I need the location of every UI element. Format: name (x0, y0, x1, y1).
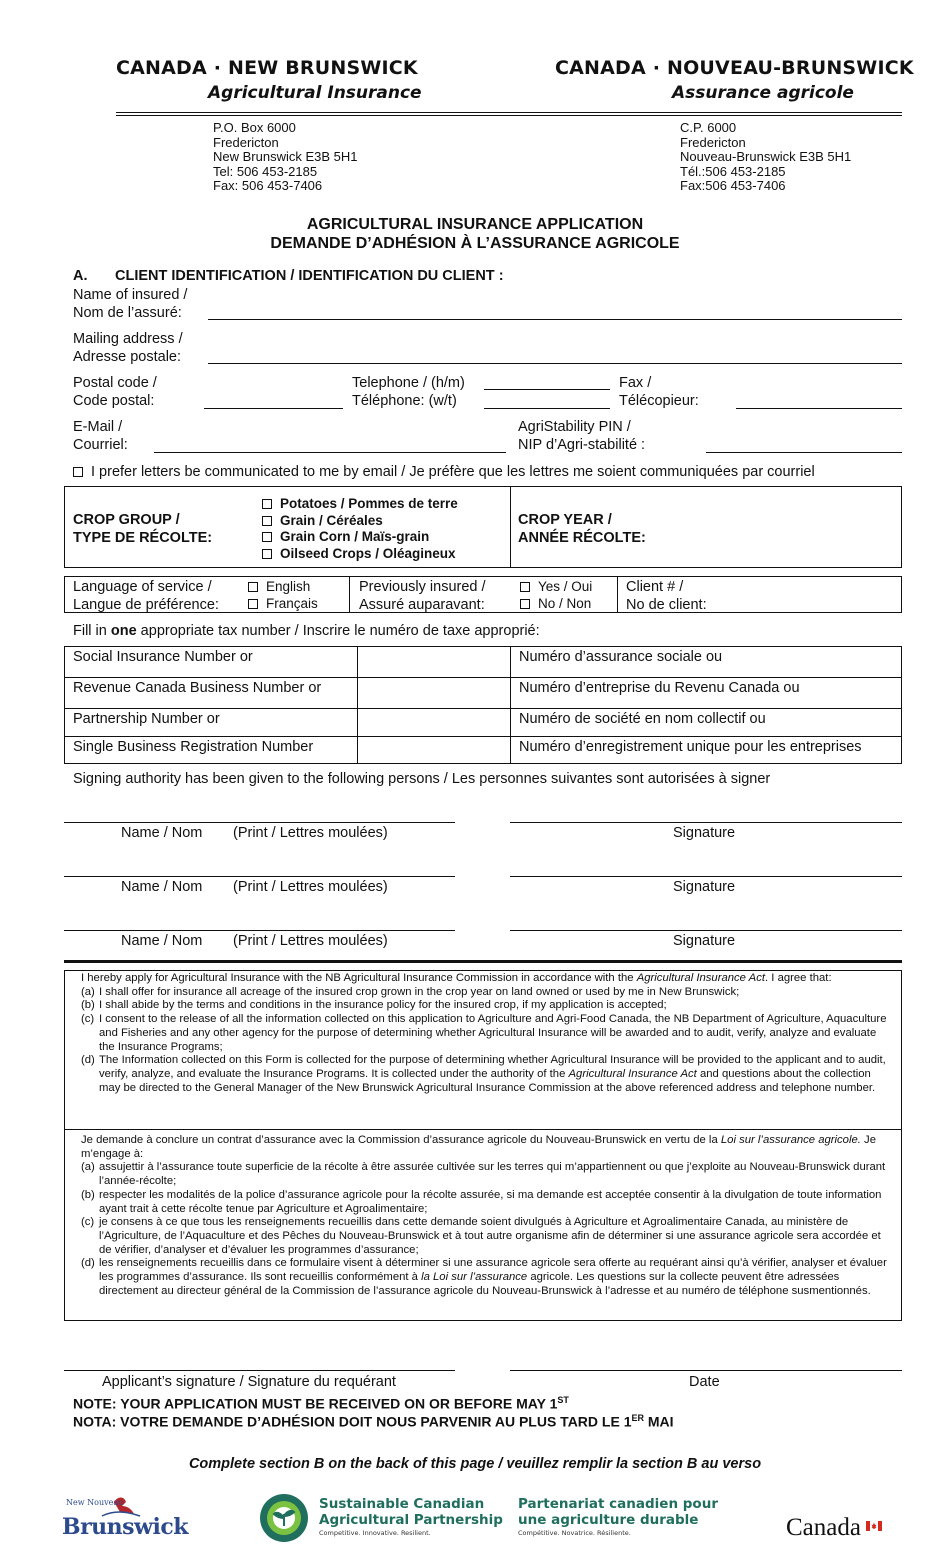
service-divider-1 (349, 576, 350, 613)
canada-wordmark: Canada (786, 1514, 861, 1541)
email-preference[interactable] (73, 463, 815, 481)
label-line: E-Mail / (73, 419, 123, 435)
right-address (680, 121, 851, 194)
language-option-french[interactable] (248, 596, 318, 613)
option-label: English (266, 579, 311, 594)
option-en: Grain (280, 512, 316, 528)
signer-1-signature-line[interactable] (510, 822, 902, 823)
tax-input-cell[interactable] (358, 678, 511, 709)
language-label (73, 578, 219, 614)
address-line: C.P. 6000 (680, 120, 737, 135)
postal-code-label (73, 374, 157, 410)
label-line: Assuré auparavant: (359, 597, 485, 613)
header-right-subtitle: Assurance agricole (672, 83, 854, 103)
crop-group-label (73, 511, 212, 547)
signing-authority-intro: Signing authority has been given to the following persons / Les personnes suivantes sont autorisées à signer (73, 771, 771, 787)
tax-row-fr: Numéro d’enregistrement unique pour les entreprises (511, 737, 902, 764)
scap-fr-text (518, 1496, 718, 1538)
option-label: Français (266, 595, 318, 611)
tax-intro-bold: one (110, 623, 137, 639)
signer-1-name-label: Name / Nom (121, 825, 203, 841)
label-line: No de client: (626, 597, 707, 613)
legal-fr-item-a: (a) assujettir à l’assurance toute superficie de la récolte à être assurée cultivée sur les terres qui m’appartiennent ou que j’exploite au Nouveau-Brunswick durant l’année-récolte; (81, 1161, 886, 1188)
tax-row-en: Social Insurance Number or (65, 647, 358, 678)
mailing-address-label (73, 330, 183, 366)
legal-en (81, 972, 893, 1095)
label-line: Telephone / (h/m) (352, 375, 465, 391)
canada-flag-icon (866, 1518, 882, 1528)
table-row (65, 647, 902, 678)
checkbox-icon[interactable] (520, 582, 530, 592)
nb-logo-main-text: Brunswick (62, 1514, 188, 1540)
legal-fr-intro: Je demande à conclure un contrat d’assurance avec la Commission d’assurance agricole du Nouveau-Brunswick en vertu de la Loi sur l’assurance agricole. Je m’engage à: (81, 1134, 876, 1160)
applicant-signature-line[interactable] (64, 1370, 455, 1371)
label-line: Postal code / (73, 375, 157, 391)
legal-en-item-c: (c) I consent to the release of all the information collected on this application to Agriculture and Agri-Food Canada, the NB Department of Agriculture, Aquaculture and Fisheries and any other agency for the purpose of determining whether Agricultural Insurance will be awarded and to audit, verify, analyze and evaluate the Insurance Programs; (81, 1013, 887, 1053)
legal-en-item-a: (a) I shall offer for insurance all acreage of the insured crop grown in the crop year on land owned or used by me in New Brunswick; (81, 985, 740, 998)
deadline-note-fr: NOTA: VOTRE DEMANDE D’ADHÉSION DOIT NOUS PARVENIR AU PLUS TARD LE 1ER MAI (73, 1413, 674, 1430)
option-fr: / Céréales (315, 512, 383, 528)
address-line: Fredericton (680, 134, 746, 150)
signer-1-signature-label: Signature (673, 825, 736, 841)
name-input-line[interactable] (208, 319, 902, 320)
tax-input-cell[interactable] (358, 647, 511, 678)
language-option-english[interactable] (248, 579, 318, 596)
mailing-address-input-line[interactable] (208, 363, 902, 364)
legal-fr-item-c: (c) je consens à ce que tous les renseignements recueillis dans cette demande soient divulgués à Agriculture et Agroalimentaire Canada, au ministère de l’Agriculture, de l’Aquaculture et des Pêches du Nouveau-Brunswick et à tout autre organisme afin de déterminer si une assurance agricole sera accordée et de vérifier, d’analyser et d’évaluer les programmes d’assurance; (81, 1216, 881, 1256)
legal-en-item-d: (d) The Information collected on this Form is collected for the purpose of determining whether Agricultural Insurance will be provided to the applicant and to audit, verify, analyze, and evaluate the Insurance Programs. It is collected under the authority of the Agricultural Insurance Act and questions about the collection may be directed to the General Manager of the New Brunswick Agricultural Insurance Commission at the above referenced address and telephone number. (81, 1054, 886, 1094)
label-line: Nom de l’assuré: (73, 305, 182, 321)
tax-row-fr: Numéro d’assurance sociale ou (511, 647, 902, 678)
service-divider-2 (617, 576, 618, 613)
label-line: ANNÉE RÉCOLTE: (518, 530, 646, 546)
address-line: Tél.:506 453-2185 (680, 163, 786, 179)
previously-insured-options (520, 579, 592, 612)
legal-en-item-b: (b) I shall abide by the terms and conditions in the insurance policy for the insured crop, if my application is accepted; (81, 999, 667, 1012)
crop-option-grain[interactable] (262, 513, 458, 530)
address-line: New Brunswick E3B 5H1 (213, 149, 358, 164)
tax-row-fr: Numéro de société en nom collectif ou (511, 709, 902, 737)
section-a-letter: A. (73, 268, 88, 284)
scap-fr-line: Partenariat canadien pour (518, 1496, 718, 1512)
signer-3-signature-line[interactable] (510, 930, 902, 931)
signer-3-name-line[interactable] (64, 930, 455, 931)
language-options (248, 579, 318, 612)
label-line: CROP YEAR / (518, 512, 612, 528)
date-label: Date (689, 1374, 720, 1390)
agristability-pin-input-line[interactable] (706, 452, 902, 453)
fax-label (619, 374, 699, 410)
legal-en-intro: I hereby apply for Agricultural Insurance with the NB Agricultural Insurance Commission in accordance with the Agricultural Insurance Act. I agree that: (81, 972, 832, 984)
tax-row-en: Revenue Canada Business Number or (65, 678, 358, 709)
checkbox-icon[interactable] (262, 549, 272, 559)
crop-option-oilseed[interactable] (262, 546, 458, 563)
option-label: Yes / Oui (538, 579, 593, 594)
checkbox-icon[interactable] (262, 532, 272, 542)
crop-year-label (518, 511, 646, 547)
scap-leaf-icon (256, 1492, 316, 1544)
option-en: Potatoes (280, 496, 338, 511)
applicant-signature-label: Applicant’s signature / Signature du requérant (102, 1374, 396, 1390)
label-line: Previously insured / (359, 579, 486, 595)
checkbox-icon[interactable] (248, 582, 258, 592)
scap-en-line: Agricultural Partnership (319, 1512, 503, 1528)
form-title-fr: DEMANDE D’ADHÉSION À L’ASSURANCE AGRICOLE (270, 235, 680, 252)
label-line: Mailing address / (73, 331, 183, 347)
scap-logo-mark (256, 1492, 316, 1544)
header-rule (116, 112, 902, 116)
label-line: Code postal: (73, 393, 155, 409)
tax-row-en: Single Business Registration Number (65, 737, 358, 764)
scap-en-line: Sustainable Canadian (319, 1496, 485, 1512)
crop-options (262, 496, 458, 562)
email-preference-label: I prefer letters be communicated to me by email / Je préfère que les lettres me soient communiquées par courriel (91, 464, 815, 480)
option-fr: / Pommes de terre (337, 496, 458, 511)
left-address (213, 121, 358, 194)
tax-input-cell[interactable] (358, 737, 511, 764)
checkbox-icon[interactable] (262, 499, 272, 509)
tax-number-table (64, 646, 902, 764)
label-line: Language of service / (73, 579, 212, 595)
signer-2-signature-label: Signature (673, 879, 736, 895)
section-a-heading: CLIENT IDENTIFICATION / IDENTIFICATION DU CLIENT : (115, 268, 504, 284)
crop-box-divider (510, 486, 511, 568)
signer-3-name-label: Name / Nom (121, 933, 203, 949)
label-line: NIP d’Agri-stabilité : (518, 437, 646, 453)
header-left-subtitle: Agricultural Insurance (208, 83, 422, 103)
label-line: CROP GROUP / (73, 512, 180, 528)
signer-2-signature-line[interactable] (510, 876, 902, 877)
tax-intro (73, 622, 540, 640)
deadline-note-en: NOTE: YOUR APPLICATION MUST BE RECEIVED ON OR BEFORE MAY 1ST (73, 1395, 569, 1412)
scap-en-text (319, 1496, 503, 1538)
scap-fr-tagline: Compétitive. Novatrice. Résiliente. (518, 1529, 631, 1537)
crop-option-grain-corn[interactable] (262, 529, 458, 546)
scap-fr-line: une agriculture durable (518, 1512, 699, 1528)
address-line: Fredericton (213, 134, 279, 150)
checkbox-icon[interactable] (262, 516, 272, 526)
legal-fr (81, 1134, 893, 1298)
postal-code-input-line[interactable] (204, 408, 343, 409)
signing-section-rule (64, 960, 902, 963)
email-preference-checkbox[interactable] (73, 467, 83, 477)
nb-logo-top-text: New Nouveau (66, 1498, 124, 1507)
telephone-home-input-line[interactable] (484, 389, 610, 390)
address-line: P.O. Box 6000 (213, 120, 296, 135)
telephone-label (352, 374, 465, 410)
checkbox-icon[interactable] (520, 599, 530, 609)
label-line: Client # / (626, 579, 684, 595)
previously-insured-label (359, 578, 486, 614)
new-brunswick-logo (62, 1494, 188, 1544)
address-line: Nouveau-Brunswick E3B 5H1 (680, 149, 852, 164)
address-line: Fax:506 453-7406 (680, 178, 786, 193)
name-label (73, 286, 187, 322)
address-line: Fax: 506 453-7406 (213, 178, 323, 193)
option-fr: / Maïs-grain (350, 529, 430, 544)
label-line: Name of insured / (73, 287, 188, 303)
tax-input-cell[interactable] (358, 709, 511, 737)
legal-fr-item-d: (d) les renseignements recueillis dans ce formulaire visent à déterminer si une assurance agricole sera offerte au requérant ainsi qu’à vérifier, analyser et évaluer les programmes d’assurance. Ils sont recueillis conformément à la Loi sur l’assurance agricole. Les questions sur la collecte peuvent être adressées directement au directeur général de la Commission de l’assurance agricole du Nouveau-Brunswick à l’adresse et au numéro de téléphone susmentionnés. (81, 1257, 887, 1297)
label-line: Téléphone: (w/t) (352, 393, 457, 409)
option-en: Oilseed Crops (280, 545, 372, 561)
date-line[interactable] (510, 1370, 902, 1371)
table-row (65, 737, 902, 764)
label-line: Adresse postale: (73, 349, 182, 365)
complete-section-b-instruction: Complete section B on the back of this page / veuillez remplir la section B au verso (188, 1456, 762, 1472)
scap-en-tagline: Competitive. Innovative. Resilient. (319, 1529, 431, 1537)
tax-row-fr: Numéro d’entreprise du Revenu Canada ou (511, 678, 902, 709)
crop-option-potatoes[interactable] (262, 496, 458, 513)
tax-intro-post: appropriate tax number / Inscrire le numéro de taxe approprié: (136, 623, 540, 639)
tax-row-en: Partnership Number or (65, 709, 358, 737)
option-fr: / Oléagineux (371, 545, 456, 561)
signer-2-name-label: Name / Nom (121, 879, 203, 895)
legal-divider (64, 1129, 902, 1130)
label-line: AgriStability PIN / (518, 419, 631, 435)
option-label: No / Non (538, 595, 592, 611)
signer-3-signature-label: Signature (673, 933, 736, 949)
header-right-title: CANADA · NOUVEAU-BRUNSWICK (555, 57, 914, 79)
address-line: Tel: 506 453-2185 (213, 163, 318, 179)
label-line: Courriel: (73, 437, 128, 453)
telephone-work-input-line[interactable] (484, 408, 610, 409)
label-line: Fax / (619, 375, 652, 391)
option-en: Grain Corn (280, 529, 351, 544)
legal-fr-item-b: (b) respecter les modalités de la police d’assurance agricole pour la récolte assurée, si ma demande est acceptée consentir à la divulgation de toute information ayant trait à cette récolte tenue par Agriculture et Agroalimentaire; (81, 1188, 882, 1215)
previously-insured-yes[interactable] (520, 579, 592, 596)
label-line: TYPE DE RÉCOLTE: (73, 530, 213, 546)
checkbox-icon[interactable] (248, 599, 258, 609)
previously-insured-no[interactable] (520, 596, 592, 613)
email-label (73, 418, 128, 454)
signer-1-name-line[interactable] (64, 822, 455, 823)
signer-2-name-line[interactable] (64, 876, 455, 877)
agristability-pin-label (518, 418, 645, 454)
table-row (65, 709, 902, 737)
email-input-line[interactable] (154, 452, 506, 453)
label-line: Langue de préférence: (73, 597, 219, 613)
header-left-title: CANADA · NEW BRUNSWICK (116, 57, 418, 79)
client-number-label (626, 578, 707, 614)
signer-3-print-label: (Print / Lettres moulées) (233, 933, 388, 949)
fax-input-line[interactable] (736, 408, 902, 409)
tax-intro-pre: Fill in (73, 623, 111, 639)
form-title-en: AGRICULTURAL INSURANCE APPLICATION (306, 216, 644, 233)
signer-2-print-label: (Print / Lettres moulées) (233, 879, 388, 895)
label-line: Télécopieur: (619, 393, 699, 409)
signer-1-print-label: (Print / Lettres moulées) (233, 825, 388, 841)
table-row (65, 678, 902, 709)
